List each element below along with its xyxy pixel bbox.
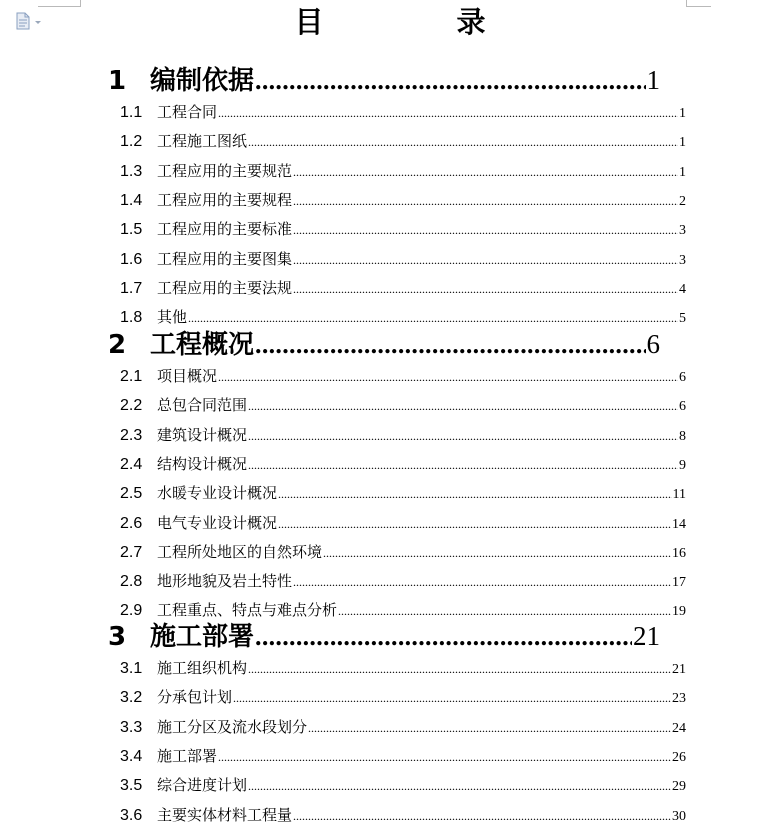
section-number: 2.1 [120, 368, 143, 385]
toc-section-entry[interactable] [120, 511, 686, 535]
section-number: 3.3 [120, 719, 143, 736]
page-number: 1 [679, 165, 686, 180]
section-number: 3.6 [120, 807, 143, 824]
dot-leader [233, 686, 671, 710]
dot-leader [278, 512, 671, 536]
toc-section-entry[interactable] [120, 276, 686, 300]
toc-section-entry[interactable] [120, 393, 686, 417]
section-title: 地形地貌及岩土特性 [157, 572, 293, 590]
chapter-number: 2 [108, 330, 127, 360]
toc-section-entry[interactable] [120, 540, 686, 564]
section-number: 3.4 [120, 748, 143, 765]
toc-section-entry[interactable] [120, 217, 686, 241]
dot-leader [323, 541, 671, 565]
section-number: 1.2 [120, 133, 143, 150]
page-number: 2 [679, 194, 686, 209]
dot-leader [248, 130, 678, 154]
page-number: 6 [679, 370, 686, 385]
page-number: 24 [672, 721, 686, 736]
toc-section-entry[interactable] [120, 129, 686, 153]
toc-section-entry[interactable] [120, 598, 686, 622]
section-title: 工程重点、特点与难点分析 [157, 601, 338, 619]
toc-section-entry[interactable] [120, 364, 686, 388]
section-number: 3.2 [120, 689, 143, 706]
section-title: 建筑设计概况 [157, 426, 248, 444]
page-number: 5 [679, 311, 686, 326]
dot-leader [248, 453, 678, 477]
section-title: 工程应用的主要法规 [157, 279, 293, 297]
dot-leader [248, 424, 678, 448]
dot-leader [248, 774, 671, 798]
dot-leader [218, 365, 678, 389]
page-number: 26 [672, 750, 686, 765]
dot-leader [248, 394, 678, 418]
dot-leader [188, 306, 678, 330]
toc-section-entry[interactable] [120, 569, 686, 593]
section-number: 1.1 [120, 104, 143, 121]
section-number: 2.2 [120, 397, 143, 414]
page-number: 23 [672, 691, 686, 706]
page-number: 14 [672, 517, 686, 532]
page-number: 4 [679, 282, 686, 297]
section-number: 1.4 [120, 192, 143, 209]
section-title: 其他 [157, 308, 188, 326]
dot-leader [278, 482, 672, 506]
chapter-title: 施工部署 [150, 622, 255, 652]
section-title: 综合进度计划 [157, 776, 248, 794]
section-title: 工程应用的主要图集 [157, 250, 293, 268]
toc-section-entry[interactable] [120, 481, 686, 505]
dot-leader [248, 657, 671, 681]
dot-leader [293, 804, 671, 828]
toc-section-entry[interactable] [120, 423, 686, 447]
dot-leader [218, 745, 671, 769]
section-number: 2.3 [120, 427, 143, 444]
section-number: 1.7 [120, 280, 143, 297]
dot-leader [293, 570, 671, 594]
page-number: 1 [646, 65, 660, 95]
chapter-number: 3 [108, 622, 127, 652]
chapter-title: 编制依据 [150, 66, 255, 96]
section-title: 工程施工图纸 [157, 132, 248, 150]
page-number: 8 [679, 429, 686, 444]
toc-section-entry[interactable] [120, 715, 686, 739]
section-title: 工程应用的主要标准 [157, 220, 293, 238]
section-title: 项目概况 [157, 367, 218, 385]
section-title: 施工部署 [157, 747, 218, 765]
dot-leader [218, 101, 678, 125]
page-number: 9 [679, 458, 686, 473]
section-number: 1.5 [120, 221, 143, 238]
toc-section-entry[interactable] [120, 452, 686, 476]
dot-leader [255, 65, 645, 97]
toc-section-entry[interactable] [120, 100, 686, 124]
section-number: 1.8 [120, 309, 143, 326]
section-number: 2.5 [120, 485, 143, 502]
dot-leader [293, 218, 678, 242]
dot-leader [308, 716, 671, 740]
toc-section-entry[interactable] [120, 685, 686, 709]
dot-leader [255, 621, 632, 653]
chapter-title: 工程概况 [150, 330, 255, 360]
page-number: 11 [672, 487, 686, 502]
toc-chapter-entry[interactable] [108, 64, 660, 96]
toc-section-entry[interactable] [120, 159, 686, 183]
page-number: 1 [679, 135, 686, 150]
page-number: 6 [646, 329, 660, 359]
toc-section-entry[interactable] [120, 188, 686, 212]
toc-section-entry[interactable] [120, 744, 686, 768]
toc-title: 目 录 [294, 5, 538, 39]
section-title: 总包合同范围 [157, 396, 248, 414]
page-number: 17 [672, 575, 686, 590]
toc-section-entry[interactable] [120, 305, 686, 329]
section-title: 工程应用的主要规范 [157, 162, 293, 180]
toc-section-entry[interactable] [120, 656, 686, 680]
page-number: 21 [633, 621, 660, 651]
section-number: 2.9 [120, 602, 143, 619]
page-number: 30 [672, 809, 686, 824]
dot-leader [293, 189, 678, 213]
section-number: 3.1 [120, 660, 143, 677]
section-number: 3.5 [120, 777, 143, 794]
page-number: 3 [679, 223, 686, 238]
section-title: 电气专业设计概况 [157, 514, 278, 532]
section-number: 1.6 [120, 251, 143, 268]
section-number: 2.7 [120, 544, 143, 561]
page-number: 19 [672, 604, 686, 619]
section-title: 主要实体材料工程量 [157, 806, 293, 824]
section-title: 水暖专业设计概况 [157, 484, 278, 502]
section-title: 施工分区及流水段划分 [157, 718, 308, 736]
page-number: 3 [679, 253, 686, 268]
chapter-number: 1 [108, 66, 127, 96]
page-number: 1 [679, 106, 686, 121]
toc-section-entry[interactable] [120, 803, 686, 827]
section-title: 工程所处地区的自然环境 [157, 543, 323, 561]
section-title: 分承包计划 [157, 688, 233, 706]
section-number: 1.3 [120, 163, 143, 180]
toc-chapter-entry[interactable] [108, 620, 660, 652]
toc-section-entry[interactable] [120, 773, 686, 797]
section-number: 2.8 [120, 573, 143, 590]
page-number: 16 [672, 546, 686, 561]
dot-leader [255, 329, 645, 361]
section-title: 工程应用的主要规程 [157, 191, 293, 209]
dot-leader [293, 277, 678, 301]
section-number: 2.4 [120, 456, 143, 473]
toc-chapter-entry[interactable] [108, 328, 660, 360]
toc-section-entry[interactable] [120, 247, 686, 271]
section-number: 2.6 [120, 515, 143, 532]
dot-leader [293, 160, 678, 184]
section-title: 施工组织机构 [157, 659, 248, 677]
section-title: 结构设计概况 [157, 455, 248, 473]
page-number: 29 [672, 779, 686, 794]
dot-leader [293, 248, 678, 272]
page-number: 6 [679, 399, 686, 414]
page-number: 21 [672, 662, 686, 677]
section-title: 工程合同 [157, 103, 218, 121]
